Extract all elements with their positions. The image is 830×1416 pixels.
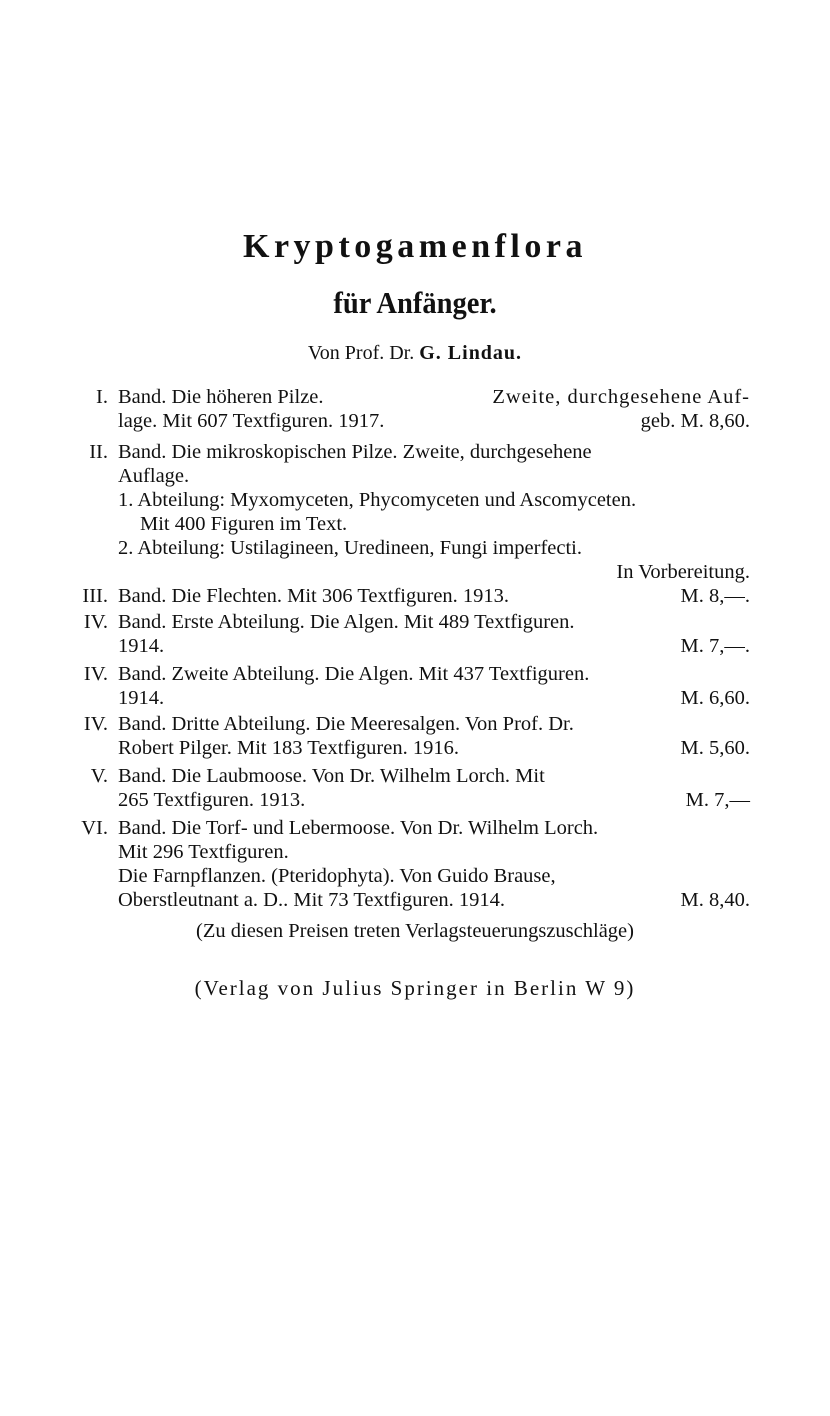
volume-price: M. 7,— bbox=[685, 789, 750, 811]
volume-text: 2. Abteilung: Ustilagineen, Uredineen, Fungi imperfecti. bbox=[118, 537, 582, 559]
volume-text: Auflage. bbox=[118, 465, 190, 487]
volume-price: M. 8,40. bbox=[680, 889, 750, 911]
series-subtitle: für Anfänger. bbox=[333, 285, 497, 320]
volume-text: Zweite, durchgesehene Auf- bbox=[492, 386, 750, 408]
volume-number: V. bbox=[90, 765, 108, 787]
volume-text: 265 Textfiguren. 1913. bbox=[118, 789, 306, 811]
volume-price: M. 7,—. bbox=[680, 635, 750, 657]
author-name: G. Lindau. bbox=[419, 342, 523, 364]
volume-text: Mit 296 Textfiguren. bbox=[118, 841, 289, 863]
volume-text: 1914. bbox=[118, 635, 165, 657]
volume-text: Die Farnpflanzen. (Pteridophyta). Von Guido Brause, bbox=[118, 865, 556, 887]
volume-text: 1914. bbox=[118, 687, 165, 709]
volume-number: IV. bbox=[83, 713, 108, 735]
volume-text: Band. Die mikroskopischen Pilze. Zweite, durchgesehene bbox=[118, 441, 592, 463]
series-title: Kryptogamenflora bbox=[243, 228, 587, 265]
price-note: (Zu diesen Preisen treten Verlagsteuerungszuschläge) bbox=[196, 920, 634, 942]
volume-text: Oberstleutnant a. D.. Mit 73 Textfiguren. 1914. bbox=[118, 889, 506, 911]
volume-number: IV. bbox=[83, 611, 108, 633]
volume-text: Band. Zweite Abteilung. Die Algen. Mit 437 Textfiguren. bbox=[118, 663, 590, 685]
volume-status: In Vorbereitung. bbox=[616, 561, 750, 583]
volume-text: Band. Die Flechten. Mit 306 Textfiguren. 1913. bbox=[118, 585, 510, 607]
author-line bbox=[0, 342, 830, 365]
publisher-line: (Verlag von Julius Springer in Berlin W 9) bbox=[194, 976, 636, 1000]
volume-text: Band. Erste Abteilung. Die Algen. Mit 489 Textfiguren. bbox=[118, 611, 575, 633]
volume-number: VI. bbox=[81, 817, 108, 839]
volume-price: M. 6,60. bbox=[680, 687, 750, 709]
volume-text: 1. Abteilung: Myxomyceten, Phycomyceten und Ascomyceten. bbox=[118, 489, 637, 511]
volume-text: Band. Die Torf- und Lebermoose. Von Dr. Wilhelm Lorch. bbox=[118, 817, 599, 839]
author-prefix: Von Prof. Dr. bbox=[307, 342, 415, 364]
volume-number: III. bbox=[82, 585, 108, 607]
volume-number: I. bbox=[96, 386, 108, 408]
volume-price: M. 5,60. bbox=[680, 737, 750, 759]
volume-price: geb. M. 8,60. bbox=[640, 410, 750, 432]
volume-text: Band. Die Laubmoose. Von Dr. Wilhelm Lorch. Mit bbox=[118, 765, 545, 787]
volume-text: Mit 400 Figuren im Text. bbox=[140, 513, 348, 535]
volume-number: IV. bbox=[83, 663, 108, 685]
volume-text: lage. Mit 607 Textfiguren. 1917. bbox=[118, 410, 385, 432]
volume-text: Band. Dritte Abteilung. Die Meeresalgen. Von Prof. Dr. bbox=[118, 713, 574, 735]
volume-text: Band. Die höheren Pilze. bbox=[118, 386, 324, 408]
volume-text: Robert Pilger. Mit 183 Textfiguren. 1916. bbox=[118, 737, 459, 759]
volume-number: II. bbox=[89, 441, 108, 463]
volume-price: M. 8,—. bbox=[680, 585, 750, 607]
